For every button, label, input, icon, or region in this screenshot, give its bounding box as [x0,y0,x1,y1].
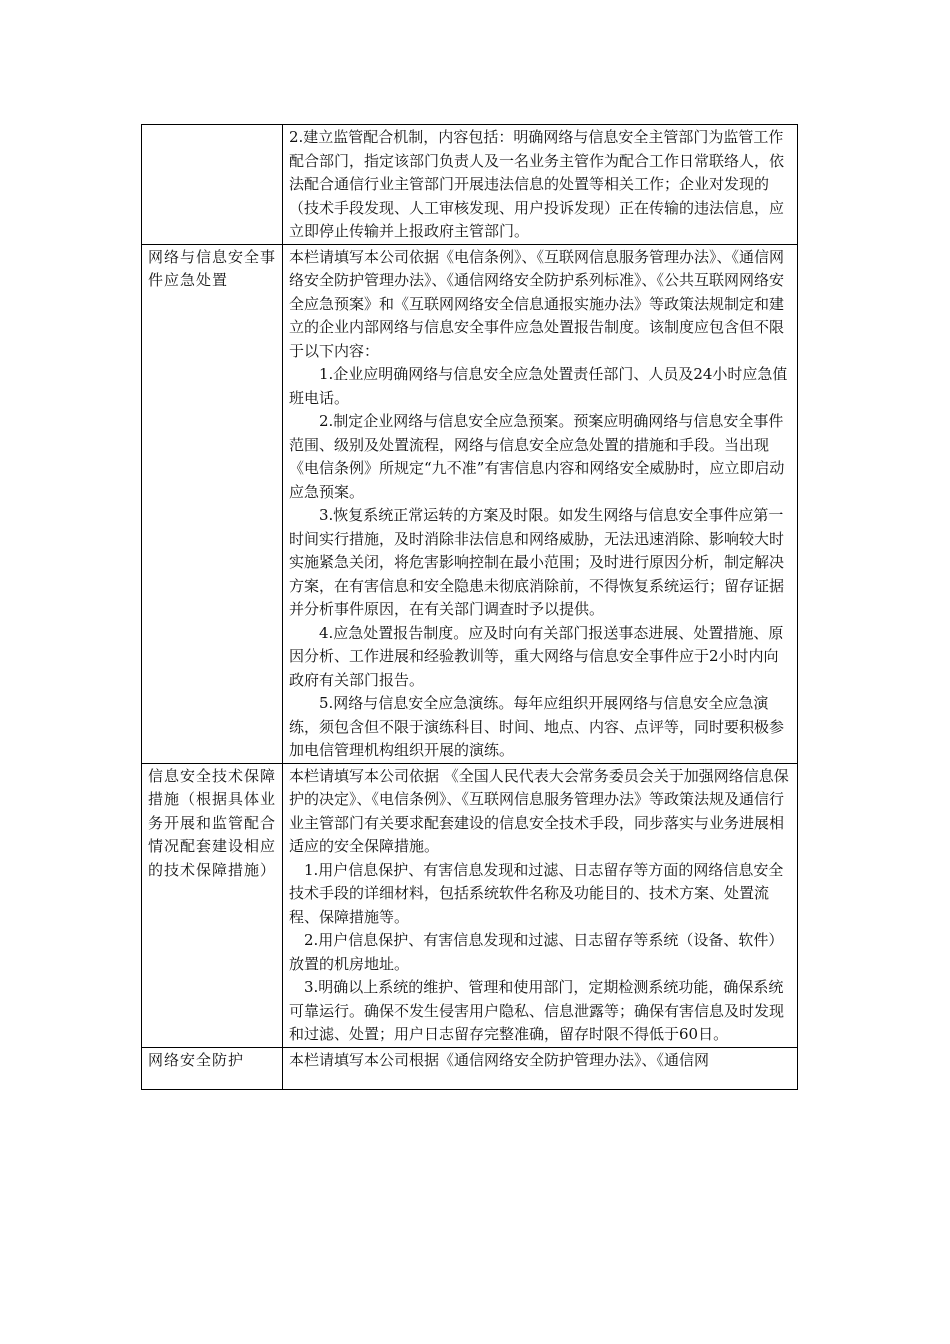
row-content-technical-safeguards [283,763,798,1047]
row-label-empty [142,125,283,245]
paragraph: 2.建立监管配合机制，内容包括：明确网络与信息安全主管部门为监管工作配合部门，指定该部门负责人及一名业务主管作为配合工作日常联络人，依法配合通信行业主管部门开展违法信息的处置等相关工作；企业对发现的（技术手段发现、人工审核发现、用户投诉发现）正在传输的违法信息，应立即停止传输并上报政府主管部门。 [289,128,785,240]
paragraph-intro: 本栏请填写本公司依据 《全国人民代表大会常务委员会关于加强网络信息保护的决定》、《电信条例》、《互联网信息服务管理办法》等政策法规及通信行业主管部门有关要求配套建设的信息安全技术手段，同步落实与业务进展相适应的安全保障措施。 [289,766,789,855]
paragraph-item-5: 5.网络与信息安全应急演练。每年应组织开展网络与信息安全应急演练，须包含但不限于演练科目、时间、地点、内容、点评等，同时要积极参加电信管理机构组织开展的演练。 [289,694,785,759]
row-label-emergency-response: 网络与信息安全事件应急处置 [142,244,283,763]
table-row-monitoring-cooperation [142,125,798,245]
paragraph-item-4: 4.应急处置报告制度。应及时向有关部门报送事态进展、处置措施、原因分析、工作进展和经验教训等，重大网络与信息安全事件应于2小时内向政府有关部门报告。 [289,623,784,689]
paragraph-item-3: 3.恢复系统正常运转的方案及时限。如发生网络与信息安全事件应第一时间实行措施，及时消除非法信息和网络威胁，无法迅速消除、影响较大时实施紧急关闭，将危害影响控制在最小范围；及时进行原因分析，制定解决方案，在有害信息和安全隐患未彻底消除前，不得恢复系统运行；留存证据并分析事件原因，在有关部门调查时予以提供。 [289,506,785,618]
paragraph-item-1: 1.企业应明确网络与信息安全应急处置责任部门、人员及24小时应急值班电话。 [289,365,788,407]
paragraph-intro: 本栏请填写本公司依据《电信条例》、《互联网信息服务管理办法》、《通信网络安全防护管理办法》、《通信网络安全防护系列标准》、《公共互联网网络安全应急预案》和《互联网网络安全信息通报实施办法》等政策法规制定和建立的企业内部网络与信息安全事件应急处置报告制度。该制度应包含但不限于以下内容： [289,247,785,360]
table-row-network-security-protection [142,1047,798,1089]
row-content-monitoring-cooperation [283,125,798,245]
row-label-technical-safeguards: 信息安全技术保障措施（根据具体业务开展和监管配合情况配套建设相应的技术保障措施） [142,763,283,1047]
content-table [141,124,798,1090]
row-content-emergency-response [283,244,798,763]
table-row-emergency-response [142,244,798,763]
row-label-network-security-protection: 网络安全防护 [142,1047,283,1089]
table-row-technical-safeguards [142,763,798,1047]
row-content-network-security-protection [283,1047,798,1089]
paragraph-item-3: 3.明确以上系统的维护、管理和使用部门，定期检测系统功能，确保系统可靠运行。确保不发生侵害用户隐私、信息泄露等；确保有害信息及时发现和过滤、处置；用户日志留存完整准确，留存时限不得低于60日。 [289,978,785,1043]
paragraph-intro: 本栏请填写本公司根据《通信网络安全防护管理办法》、《通信网 [289,1050,710,1069]
paragraph-item-2: 2.制定企业网络与信息安全应急预案。预案应明确网络与信息安全事件范围、级别及处置流程，网络与信息安全应急处置的措施和手段。当出现《电信条例》所规定“九不准”有害信息内容和网络安全威胁时，应立即启动应急预案。 [289,412,785,501]
paragraph-item-1: 1.用户信息保护、有害信息发现和过滤、日志留存等方面的网络信息安全技术手段的详细材料，包括系统软件名称及功能目的、技术方案、处置流程、保障措施等。 [289,860,784,926]
paragraph-item-2: 2.用户信息保护、有害信息发现和过滤、日志留存等系统（设备、软件）放置的机房地址。 [289,931,784,973]
